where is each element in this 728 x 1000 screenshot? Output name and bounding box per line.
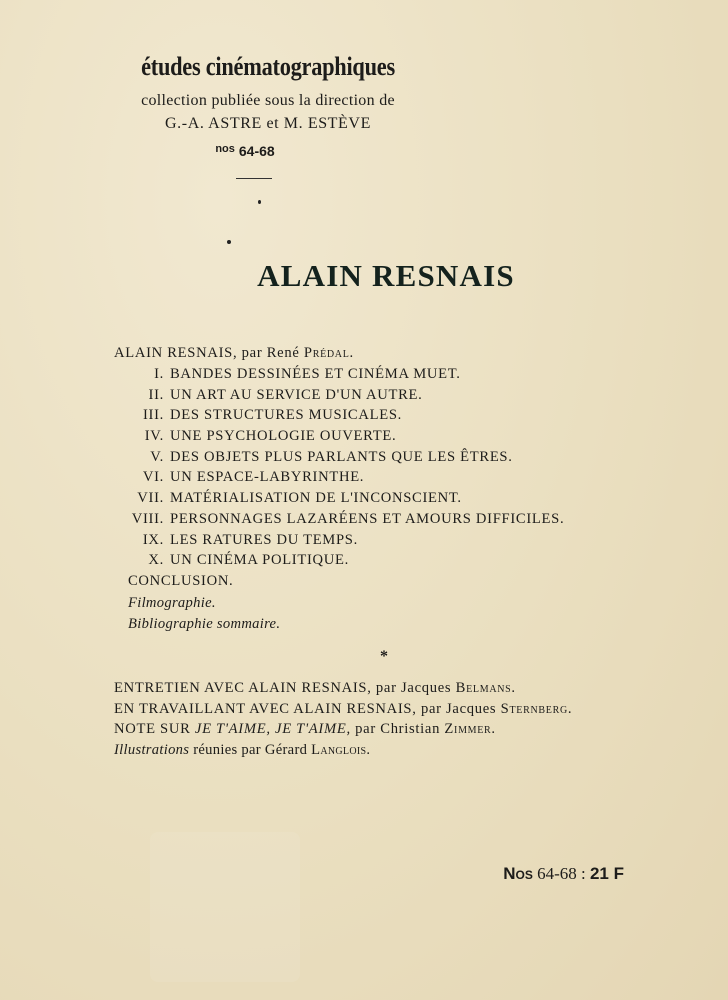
- conclusion: CONCLUSION.: [128, 573, 234, 589]
- price-amount: 21 F: [589, 864, 624, 883]
- interview-entry: [114, 680, 516, 697]
- chapter-item: [106, 407, 564, 428]
- note-film-title: JE T'AIME, JE T'AIME,: [194, 721, 351, 737]
- bibliography: Bibliographie sommaire.: [128, 616, 281, 632]
- illustrations-author: Langlois.: [311, 742, 371, 758]
- chapter-item: [106, 366, 564, 387]
- chapter-item: [106, 387, 564, 408]
- paper-stain: [150, 832, 300, 982]
- editors-line: G.-A. ASTRE et M. ESTÈVE: [165, 115, 371, 132]
- note-entry: [114, 721, 496, 738]
- chapter-item: [106, 552, 564, 573]
- chapter-item: [106, 511, 564, 532]
- illustrations-entry: [114, 742, 370, 759]
- working-author: Sternberg.: [500, 701, 573, 717]
- chapter-number: II.: [148, 386, 164, 403]
- chapter-number: IV.: [144, 428, 164, 445]
- chapter-title: PERSONNAGES LAZARÉENS ET AMOURS DIFFICILES.: [170, 510, 565, 527]
- chapter-item: [106, 490, 564, 511]
- chapter-number: VI.: [142, 469, 164, 486]
- interview-text: ENTRETIEN AVEC ALAIN RESNAIS, par Jacques: [114, 680, 452, 696]
- note-prefix: NOTE SUR: [114, 721, 191, 737]
- chapter-title: DES STRUCTURES MUSICALES.: [170, 407, 402, 424]
- chapter-item: [106, 428, 564, 449]
- ink-dot: [227, 240, 231, 244]
- chapter-number: IX.: [142, 531, 164, 548]
- chapter-title: UN CINÉMA POLITIQUE.: [170, 552, 349, 569]
- header-rule: [236, 178, 272, 179]
- chapter-number: I.: [154, 366, 164, 382]
- chapter-item: [106, 469, 564, 490]
- illustrations-text: réunies par Gérard: [193, 742, 308, 758]
- working-text: EN TRAVAILLANT AVEC ALAIN RESNAIS, par Jacques: [114, 701, 497, 717]
- chapter-title: LES RATURES DU TEMPS.: [170, 531, 358, 548]
- issue-number-value: 64-68: [238, 143, 275, 159]
- essay-heading-text: ALAIN RESNAIS, par René: [114, 345, 300, 361]
- price-numbers: 64-68 :: [537, 864, 586, 883]
- illustrations-word: Illustrations: [114, 742, 190, 758]
- chapter-number: X.: [148, 552, 164, 569]
- chapter-title: UN ART AU SERVICE D'UN AUTRE.: [170, 386, 423, 403]
- chapter-item: [106, 449, 564, 470]
- ink-dot: [258, 200, 261, 204]
- essay-heading: [114, 345, 354, 362]
- chapter-title: UNE PSYCHOLOGIE OUVERTE.: [170, 428, 397, 445]
- chapter-title: DES OBJETS PLUS PARLANTS QUE LES ÊTRES.: [170, 448, 513, 465]
- chapter-number: VIII.: [131, 510, 164, 527]
- chapter-title: UN ESPACE-LABYRINTHE.: [170, 469, 365, 486]
- note-by: par Christian: [355, 721, 441, 737]
- chapter-title: BANDES DESSINÉES ET CINÉMA MUET.: [170, 366, 461, 382]
- chapter-list: [106, 366, 564, 573]
- issue-numbers: [0, 143, 490, 159]
- price-prefix: Nos: [503, 864, 533, 883]
- chapter-number: V.: [150, 448, 164, 465]
- separator-asterisk: *: [380, 648, 388, 665]
- collection-line: collection publiée sous la direction de: [141, 92, 395, 109]
- note-author: Zimmer.: [444, 721, 496, 737]
- chapter-item: [106, 532, 564, 553]
- working-entry: [114, 701, 572, 718]
- filmography: Filmographie.: [128, 595, 216, 611]
- issue-prefix: nos: [215, 143, 235, 155]
- chapter-number: VII.: [137, 490, 164, 507]
- series-title: études cinématographiques: [141, 52, 395, 81]
- chapter-number: III.: [142, 407, 164, 424]
- main-title: ALAIN RESNAIS: [257, 258, 515, 293]
- essay-author: Prédal.: [303, 345, 354, 361]
- chapter-title: MATÉRIALISATION DE L'INCONSCIENT.: [170, 490, 462, 507]
- interview-author: Belmans.: [455, 680, 516, 696]
- price-line: [503, 864, 624, 884]
